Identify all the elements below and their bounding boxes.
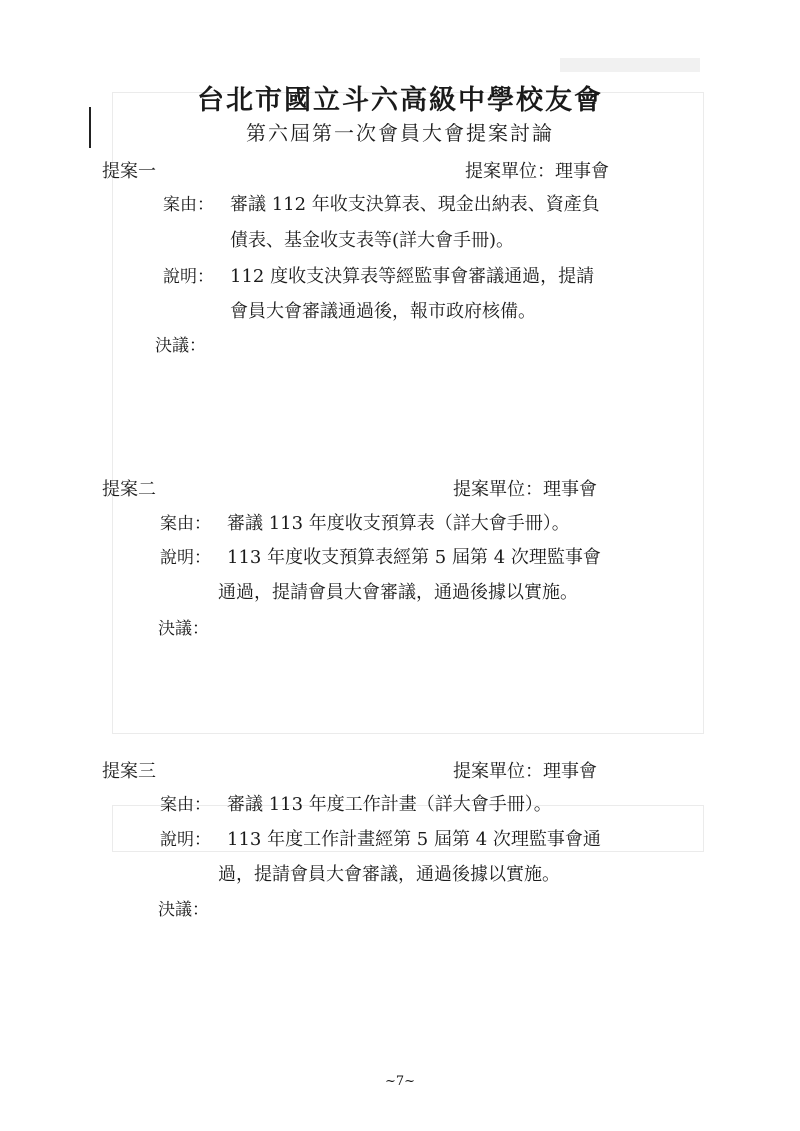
- explain-line: 113 年度工作計畫經第 5 屆第 4 次理監事會通: [227, 829, 601, 850]
- proposal-unit: 提案單位：理事會: [453, 479, 597, 500]
- document-title: 台北市國立斗六高級中學校友會: [197, 85, 603, 116]
- reason-line: 審議 113 年度工作計畫（詳大會手冊）。: [227, 794, 552, 815]
- explain-line: 112 度收支決算表等經監事會審議通過，提請: [230, 266, 595, 287]
- page-number: ~7~: [384, 1074, 416, 1089]
- explain-label: 說明：: [160, 548, 211, 568]
- reason-line: 審議 113 年度收支預算表（詳大會手冊）。: [227, 513, 570, 534]
- proposal-heading: 提案三: [102, 761, 156, 782]
- proposal-heading: 提案一: [102, 161, 156, 182]
- reason-label: 案由：: [163, 195, 214, 215]
- reason-line: 債表、基金收支表等(詳大會手冊)。: [230, 230, 515, 251]
- proposal-heading: 提案二: [102, 479, 156, 500]
- explain-label: 說明：: [160, 830, 211, 850]
- proposal-unit: 提案單位：理事會: [465, 161, 609, 182]
- reason-label: 案由：: [160, 795, 211, 815]
- show-through-mark: [560, 58, 700, 72]
- explain-line: 會員大會審議通過後，報市政府核備。: [230, 301, 536, 322]
- resolution-label: 決議：: [158, 619, 209, 639]
- document-subtitle: 第六屆第一次會員大會提案討論: [246, 121, 554, 145]
- explain-label: 說明：: [163, 267, 214, 287]
- proposal-unit: 提案單位：理事會: [453, 761, 597, 782]
- explain-line: 過，提請會員大會審議，通過後據以實施。: [218, 864, 560, 885]
- reason-line: 審議 112 年收支決算表、現金出納表、資產負: [230, 194, 600, 215]
- explain-line: 113 年度收支預算表經第 5 屆第 4 次理監事會: [227, 547, 601, 568]
- explain-line: 通過，提請會員大會審議，通過後據以實施。: [218, 582, 578, 603]
- reason-label: 案由：: [160, 514, 211, 534]
- resolution-label: 決議：: [155, 336, 206, 356]
- resolution-label: 決議：: [158, 900, 209, 920]
